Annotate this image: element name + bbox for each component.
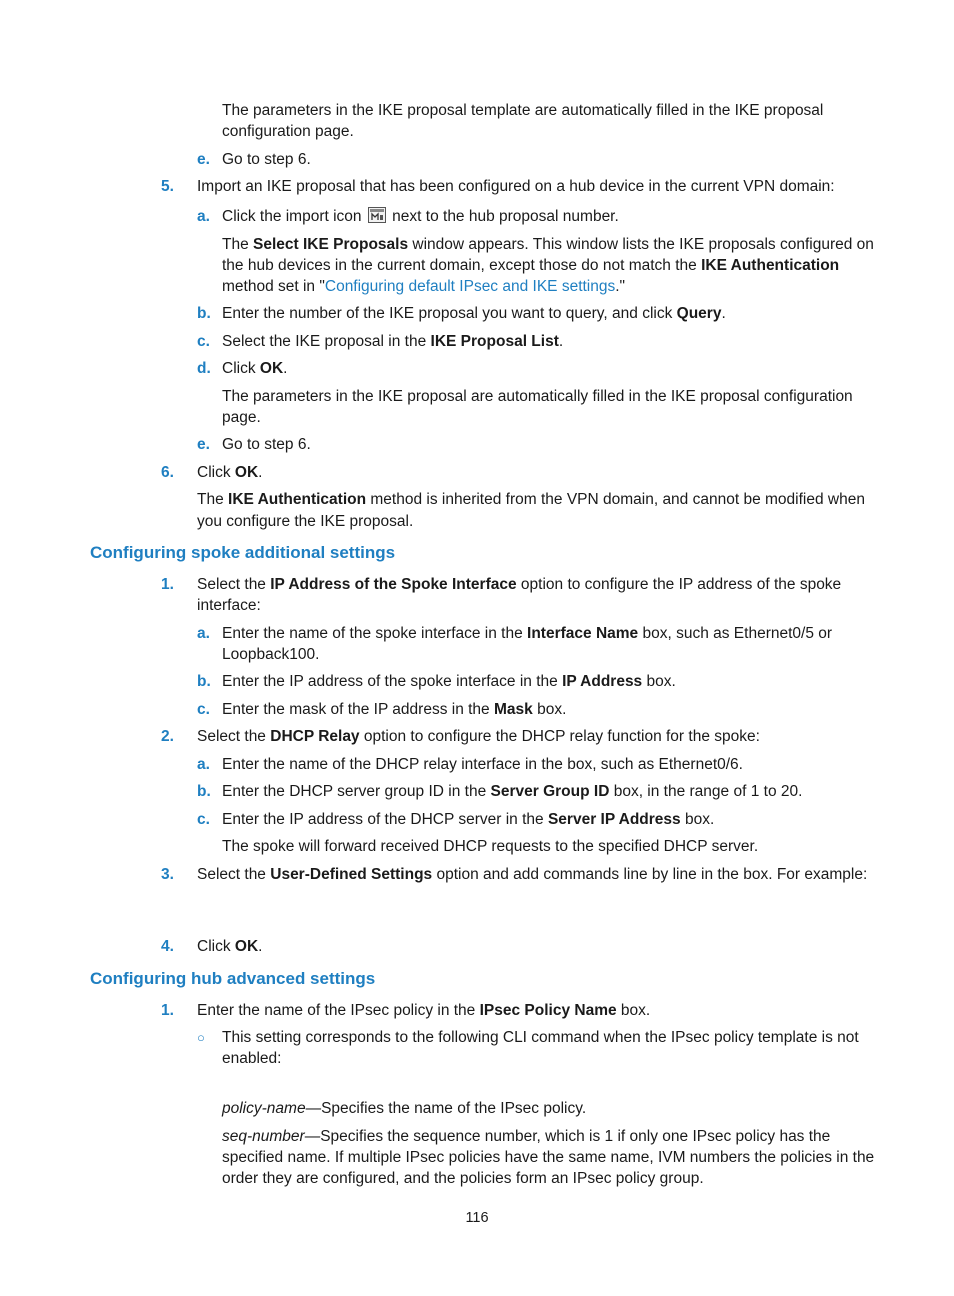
section-heading: Configuring spoke additional settings [90,543,396,562]
step-text: Enter the IP address of the DHCP server in the Server IP Address box. [222,811,715,828]
step-text: Enter the name of the IPsec policy in the IPsec Policy Name box. [197,1002,651,1019]
step-text: Enter the DHCP server group ID in the Server Group ID box, in the range of 1 to 20. [222,783,803,800]
step-text: Select the IKE proposal in the IKE Proposal List. [222,333,564,350]
note-line: method set in "Configuring default IPsec and IKE settings." [222,278,626,295]
parameter-description: policy-name—Specifies the name of the IPsec policy. [222,1100,587,1117]
step-text: Enter the name of the DHCP relay interface in the box, such as Ethernet0/6. [222,756,743,773]
step-marker: 4. [161,938,174,955]
step-text: Select the IP Address of the Spoke Interface option to configure the IP address of the spoke [197,576,842,593]
step-text: enabled: [222,1050,282,1067]
import-icon[interactable] [368,207,386,223]
parameter-description: seq-number—Specifies the sequence number, which is 1 if only one IPsec policy has the [222,1128,831,1145]
step-marker: 3. [161,866,174,883]
step-text: Go to step 6. [222,436,311,453]
step-marker: d. [197,360,211,377]
step-text: Enter the mask of the IP address in the Mask box. [222,701,567,718]
note-line: The IKE Authentication method is inherited from the VPN domain, and cannot be modified when [197,491,865,508]
note-line: the hub devices in the current domain, except those do not match the IKE Authentication [222,257,840,274]
step-marker: 6. [161,464,174,481]
step-marker: c. [197,811,210,828]
step-marker: a. [197,208,210,225]
step-marker: e. [197,436,210,453]
note-line: The Select IKE Proposals window appears. This window lists the IKE proposals configured on [222,236,874,253]
step-text: Enter the IP address of the spoke interface in the IP Address box. [222,673,676,690]
step-text: Select the User-Defined Settings option and add commands line by line in the box. For example: [197,866,868,883]
note-line: The spoke will forward received DHCP requests to the specified DHCP server. [222,838,759,855]
step-marker: 2. [161,728,174,745]
parameter-description: specified name. If multiple IPsec policies have the same name, IVM numbers the policies in the [222,1149,875,1166]
step-text: Click the import icon next to the hub proposal number. [222,208,619,225]
step-marker: a. [197,756,210,773]
step-text: Import an IKE proposal that has been configured on a hub device in the current VPN domain: [197,178,835,195]
step-marker: 1. [161,576,174,593]
step-text: This setting corresponds to the following CLI command when the IPsec policy template is not [222,1029,859,1046]
paragraph-line: The parameters in the IKE proposal template are automatically filled in the IKE proposal [222,102,824,119]
step-text: Go to step 6. [222,151,311,168]
step-marker: e. [197,151,210,168]
step-text: Click OK. [197,938,263,955]
step-marker: 1. [161,1002,174,1019]
step-marker: c. [197,333,210,350]
step-text: Click OK. [222,360,288,377]
step-text: Enter the number of the IKE proposal you want to query, and click Query. [222,305,726,322]
section-heading: Configuring hub advanced settings [90,969,376,988]
parameter-description: order they are configured, and the policies form an IPsec policy group. [222,1170,704,1187]
step-marker: b. [197,783,211,800]
page-number: 116 [465,1210,489,1226]
note-line: page. [222,409,261,426]
step-marker: c. [197,701,210,718]
step-marker: a. [197,625,210,642]
step-text: interface: [197,597,261,614]
step-marker: b. [197,673,211,690]
step-text: Loopback100. [222,646,320,663]
paragraph-line: configuration page. [222,123,354,140]
step-marker: b. [197,305,211,322]
cross-reference-link[interactable]: Configuring default IPsec and IKE settings [324,278,616,295]
step-text: Click OK. [197,464,263,481]
step-marker: 5. [161,178,174,195]
note-line: The parameters in the IKE proposal are automatically filled in the IKE proposal configuration [222,388,853,405]
circle-bullet-icon: ○ [197,1030,205,1045]
step-text: Select the DHCP Relay option to configure the DHCP relay function for the spoke: [197,728,760,745]
note-line: you configure the IKE proposal. [197,513,414,530]
step-text: Enter the name of the spoke interface in the Interface Name box, such as Ethernet0/5 or [222,625,833,642]
